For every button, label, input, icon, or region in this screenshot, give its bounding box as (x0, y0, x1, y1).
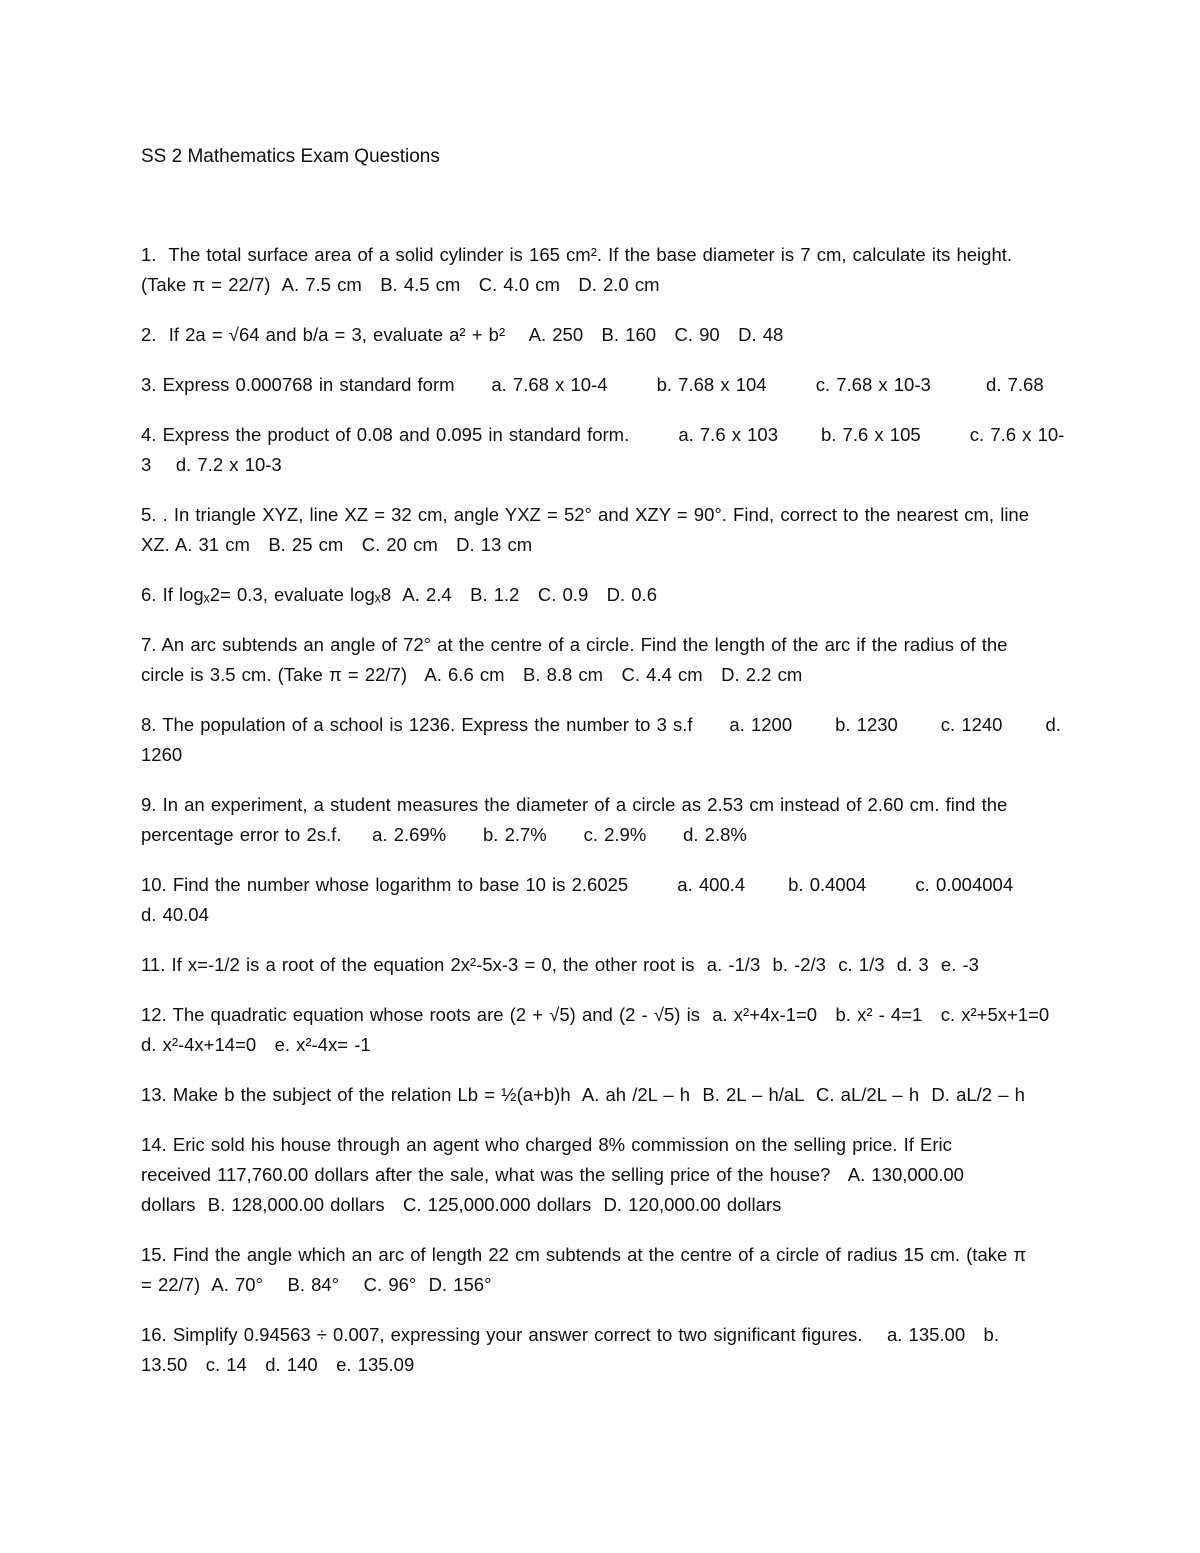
question-line: (Take π = 22/7) A. 7.5 cm B. 4.5 cm C. 4.0 cm D. 2.0 cm (141, 274, 660, 295)
question-7 (141, 630, 1066, 690)
question-line: 9. In an experiment, a student measures the diameter of a circle as 2.53 cm instead of 2.60 cm. find the (141, 794, 1008, 815)
question-line: 6. If logₓ2= 0.3, evaluate logₓ8 A. 2.4 B. 1.2 C. 0.9 D. 0.6 (141, 584, 658, 605)
question-line: 8. The population of a school is 1236. Express the number to 3 s.f a. 1200 b. 1230 c. 1240 d. (141, 714, 1061, 735)
question-line: 15. Find the angle which an arc of length 22 cm subtends at the centre of a circle of radius 15 cm. (take π (141, 1244, 1027, 1265)
question-5 (141, 500, 1066, 560)
question-line: 3 d. 7.2 x 10-3 (141, 454, 282, 475)
question-4 (141, 420, 1066, 480)
question-line: 11. If x=-1/2 is a root of the equation 2x²-5x-3 = 0, the other root is a. -1/3 b. -2/3 c. 1/3 d. 3 e. -3 (141, 954, 979, 975)
question-list (141, 240, 1066, 1400)
question-line: 1. The total surface area of a solid cylinder is 165 cm². If the base diameter is 7 cm, calculate its height. (141, 244, 1013, 265)
question-10 (141, 870, 1066, 930)
question-line: d. x²-4x+14=0 e. x²-4x= -1 (141, 1034, 371, 1055)
question-line: received 117,760.00 dollars after the sale, what was the selling price of the house? A. 130,000.00 (141, 1164, 964, 1185)
question-line: 4. Express the product of 0.08 and 0.095 in standard form. a. 7.6 x 103 b. 7.6 x 105 c. 7.6 x 10- (141, 424, 1065, 445)
question-line: 10. Find the number whose logarithm to base 10 is 2.6025 a. 400.4 b. 0.4004 c. 0.004004 (141, 874, 1014, 895)
question-line: 13. Make b the subject of the relation Lb = ½(a+b)h A. ah /2L – h B. 2L – h/aL C. aL/2L – h D. aL/2 – h (141, 1084, 1025, 1105)
question-15 (141, 1240, 1066, 1300)
question-16 (141, 1320, 1066, 1380)
question-line: 14. Eric sold his house through an agent who charged 8% commission on the selling price. If Eric (141, 1134, 952, 1155)
question-line: 3. Express 0.000768 in standard form a. 7.68 x 10-4 b. 7.68 x 104 c. 7.68 x 10-3 d. 7.68 (141, 374, 1044, 395)
question-9 (141, 790, 1066, 850)
question-line: percentage error to 2s.f. a. 2.69% b. 2.7% c. 2.9% d. 2.8% (141, 824, 747, 845)
question-line: circle is 3.5 cm. (Take π = 22/7) A. 6.6 cm B. 8.8 cm C. 4.4 cm D. 2.2 cm (141, 664, 803, 685)
question-line: 7. An arc subtends an angle of 72° at the centre of a circle. Find the length of the arc if the radius of the (141, 634, 1008, 655)
question-line: 2. If 2a = √64 and b/a = 3, evaluate a² + b² A. 250 B. 160 C. 90 D. 48 (141, 324, 784, 345)
question-line: dollars B. 128,000.00 dollars C. 125,000.000 dollars D. 120,000.00 dollars (141, 1194, 782, 1215)
question-11 (141, 950, 1066, 980)
question-2 (141, 320, 1066, 350)
question-line: 1260 (141, 744, 183, 765)
document-title: SS 2 Mathematics Exam Questions (141, 146, 440, 167)
question-line: 5. . In triangle XYZ, line XZ = 32 cm, angle YXZ = 52° and XZY = 90°. Find, correct to the nearest cm, line (141, 504, 1030, 525)
question-line: 13.50 c. 14 d. 140 e. 135.09 (141, 1354, 415, 1375)
question-3 (141, 370, 1066, 400)
question-line: = 22/7) A. 70° B. 84° C. 96° D. 156° (141, 1274, 492, 1295)
question-8 (141, 710, 1066, 770)
question-line: 12. The quadratic equation whose roots are (2 + √5) and (2 - √5) is a. x²+4x-1=0 b. x² - 4=1 c. x²+5x+1=0 (141, 1004, 1050, 1025)
question-line: XZ. A. 31 cm B. 25 cm C. 20 cm D. 13 cm (141, 534, 533, 555)
question-6 (141, 580, 1066, 610)
question-12 (141, 1000, 1066, 1060)
question-line: d. 40.04 (141, 904, 209, 925)
question-1 (141, 240, 1066, 300)
question-13 (141, 1080, 1066, 1110)
question-14 (141, 1130, 1066, 1220)
question-line: 16. Simplify 0.94563 ÷ 0.007, expressing your answer correct to two significant figures. a. 135.00 b. (141, 1324, 999, 1345)
